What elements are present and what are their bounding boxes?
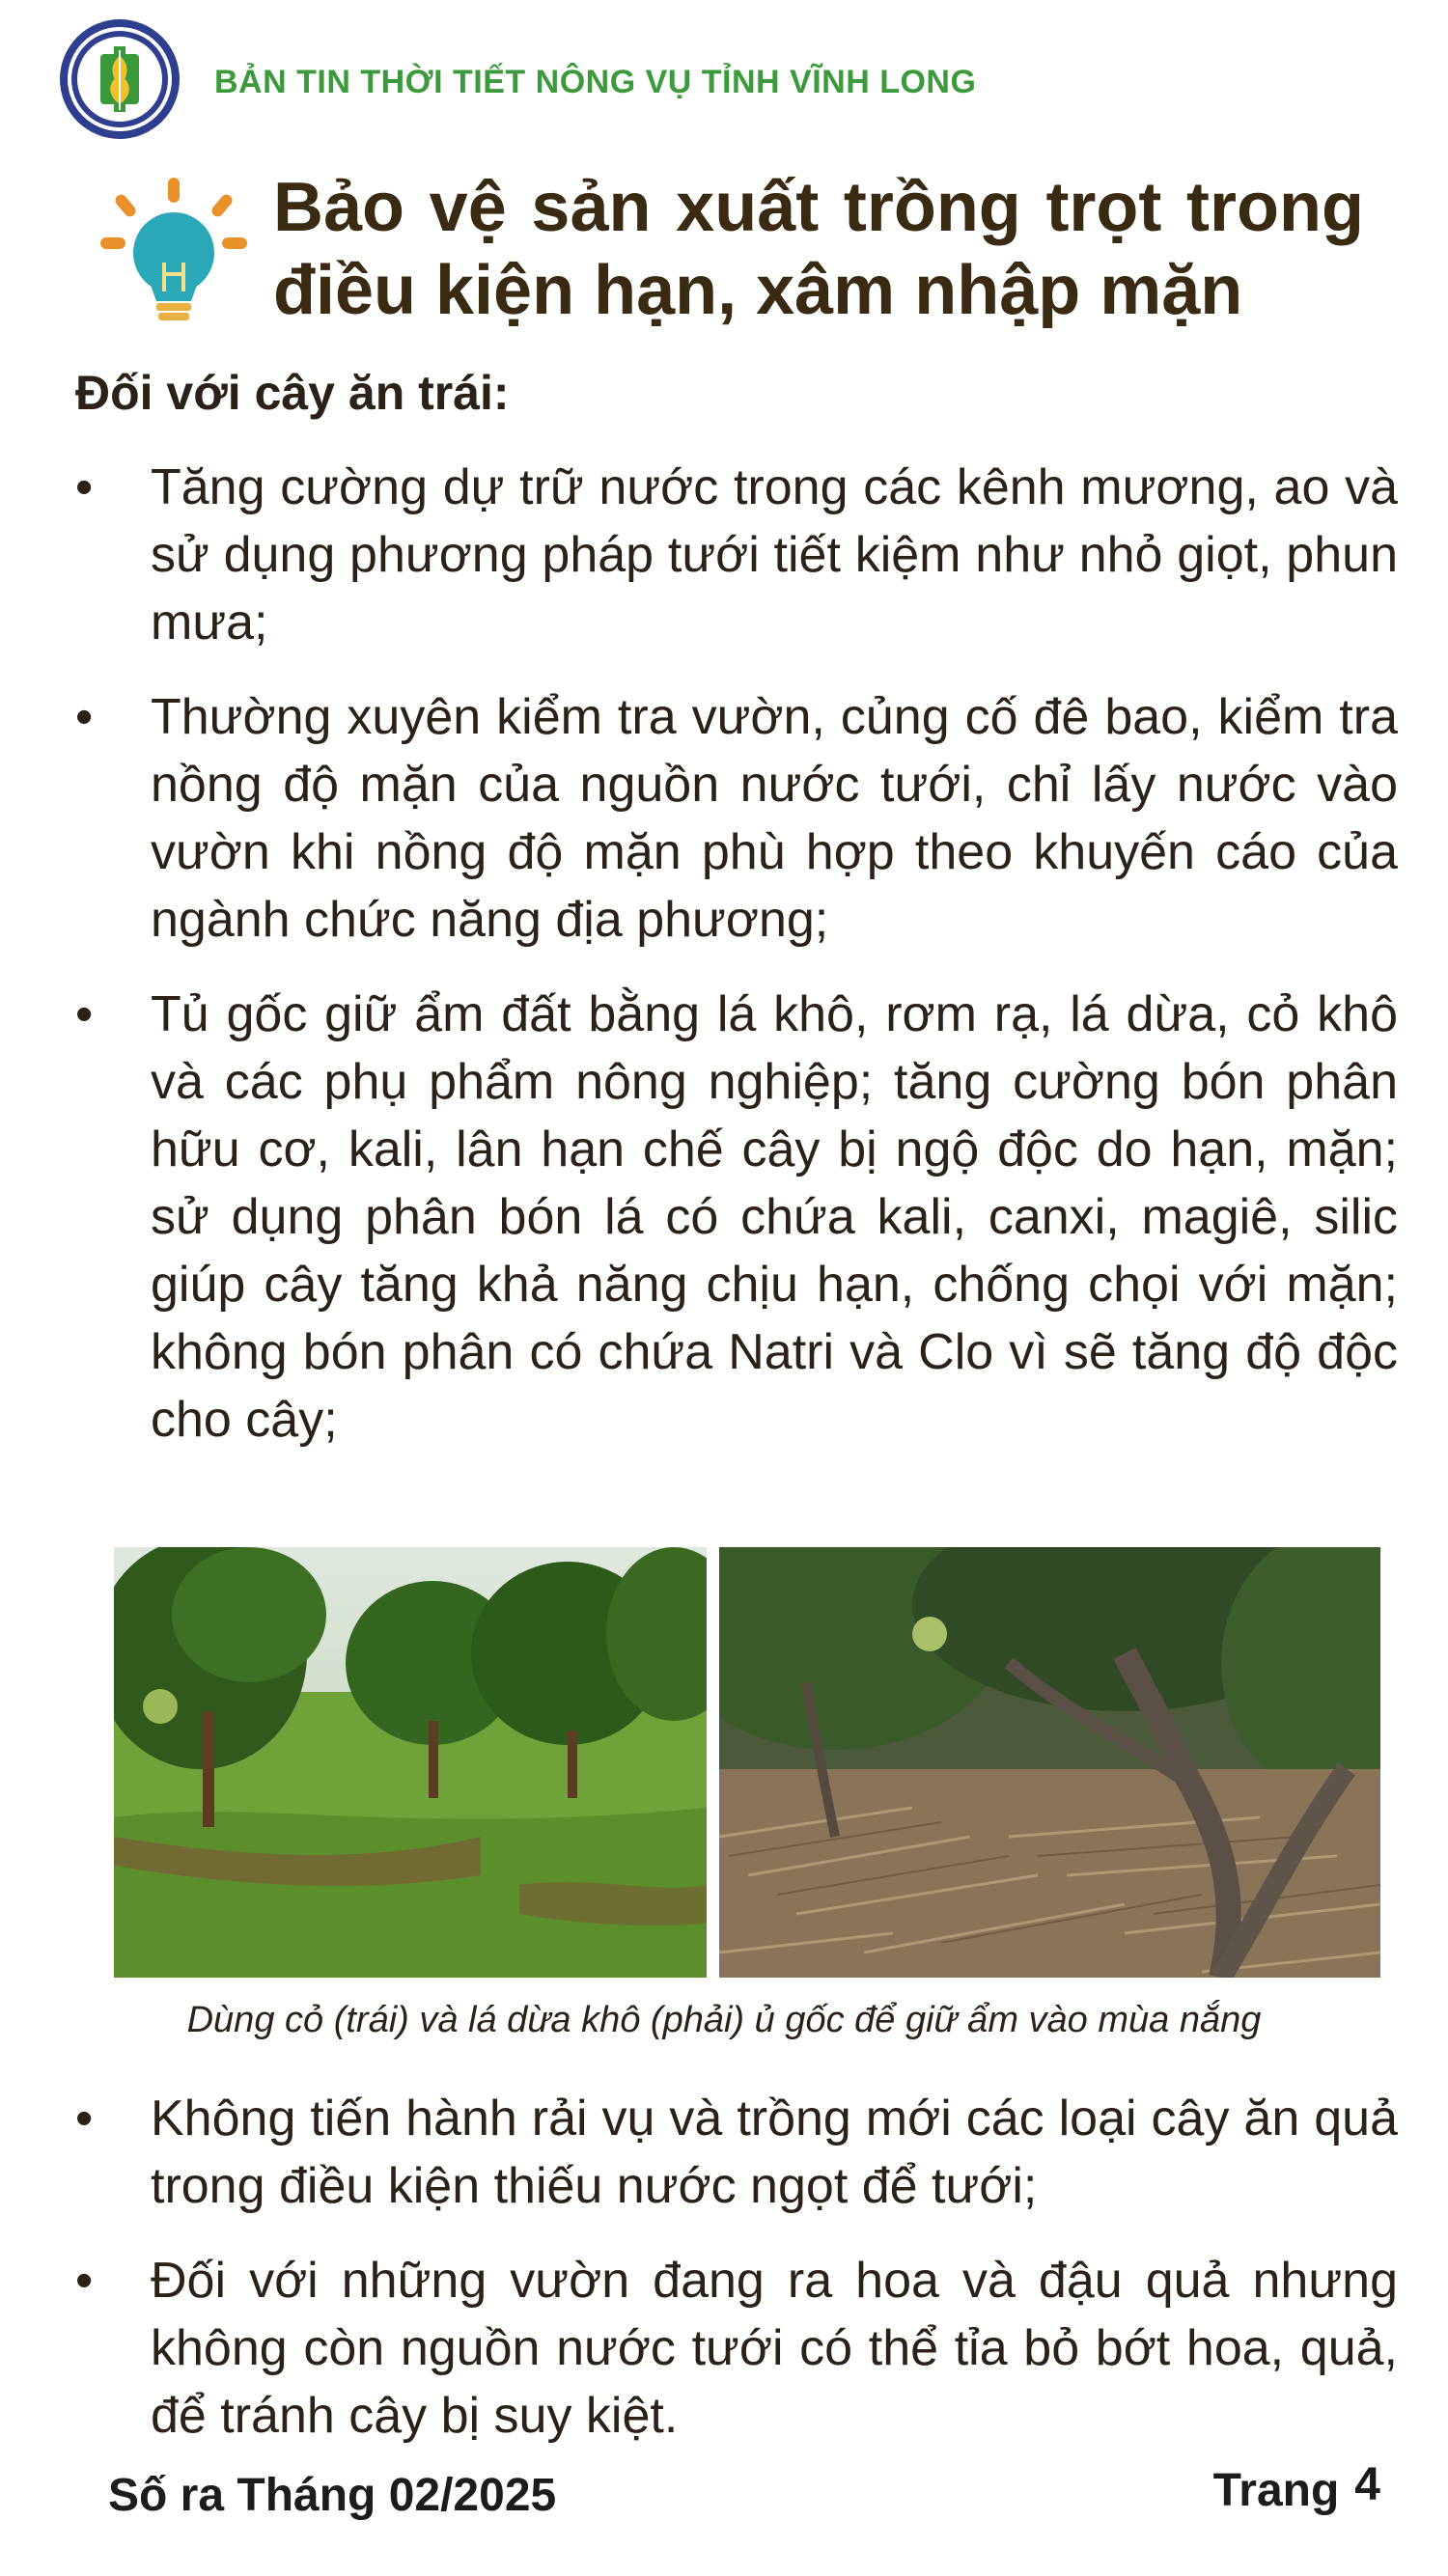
lightbulb-icon [97,174,251,338]
article-title [273,166,1364,332]
bulletin-title: BẢN TIN THỜI TIẾT NÔNG VỤ TỈNH VĨNH LONG [214,64,977,100]
article-title-line-1: Bảo vệ sản xuất trồng trọt trong [273,169,1364,246]
page-indicator [1212,2459,1380,2517]
bullet-point: • [75,986,94,1042]
list-item [75,454,1398,656]
page-header [58,17,1390,141]
bullet-list-fruit-trees-continued [75,2085,1398,2477]
bullet-list-fruit-trees [75,454,1398,1481]
bullet-point: • [75,2091,94,2147]
bullet-point: • [75,2253,94,2309]
bullet-point: • [75,689,94,745]
bullet-text: Không tiến hành rải vụ và trồng mới các loại cây ăn quả trong điều kiện thiếu nước ngọt để tưới; [151,2091,1398,2214]
agriculture-seal-icon [58,17,181,141]
photo-grass-mulch [114,1547,707,1978]
page-label: Trang [1212,2465,1340,2516]
issue-date: Số ra Tháng 02/2025 [108,2470,557,2521]
list-item [75,2085,1398,2220]
bullet-text: Tăng cường dự trữ nước trong các kênh mương, ao và sử dụng phương pháp tưới tiết kiệm như nhỏ giọt, phun mưa; [151,459,1398,651]
list-item [75,2247,1398,2450]
list-item [75,981,1398,1454]
list-item [75,683,1398,954]
article-title-line-2: điều kiện hạn, xâm nhập mặn [273,252,1243,329]
section-heading: Đối với cây ăn trái: [75,366,510,420]
page-number: 4 [1354,2459,1380,2510]
bullet-point: • [75,459,94,515]
image-caption: Dùng cỏ (trái) và lá dừa khô (phải) ủ gốc để giữ ẩm vào mùa nắng [186,2000,1262,2040]
bullet-text: Đối với những vườn đang ra hoa và đậu quả nhưng không còn nguồn nước tưới có thể tỉa bỏ bớt hoa, quả, để tránh cây bị suy kiệt. [151,2253,1398,2444]
photo-coconut-leaf-mulch [719,1547,1380,1978]
bullet-text: Thường xuyên kiểm tra vườn, củng cố đê bao, kiểm tra nồng độ mặn của nguồn nước tưới, chỉ lấy nước vào vườn khi nồng độ mặn phù hợp theo khuyến cáo của ngành chức năng địa phương; [151,689,1398,948]
bullet-text: Tủ gốc giữ ẩm đất bằng lá khô, rơm rạ, lá dừa, cỏ khô và các phụ phẩm nông nghiệp; tăng cường bón phân hữu cơ, kali, lân hạn chế cây bị ngộ độc do hạn, mặn; sử dụng phân bón lá có chứa kali, canxi, magiê, silic giúp cây tăng khả năng chịu hạn, chống chọi với mặn; không bón phân có chứa Natri và Clo vì sẽ tăng độ độc cho cây; [151,986,1398,1448]
